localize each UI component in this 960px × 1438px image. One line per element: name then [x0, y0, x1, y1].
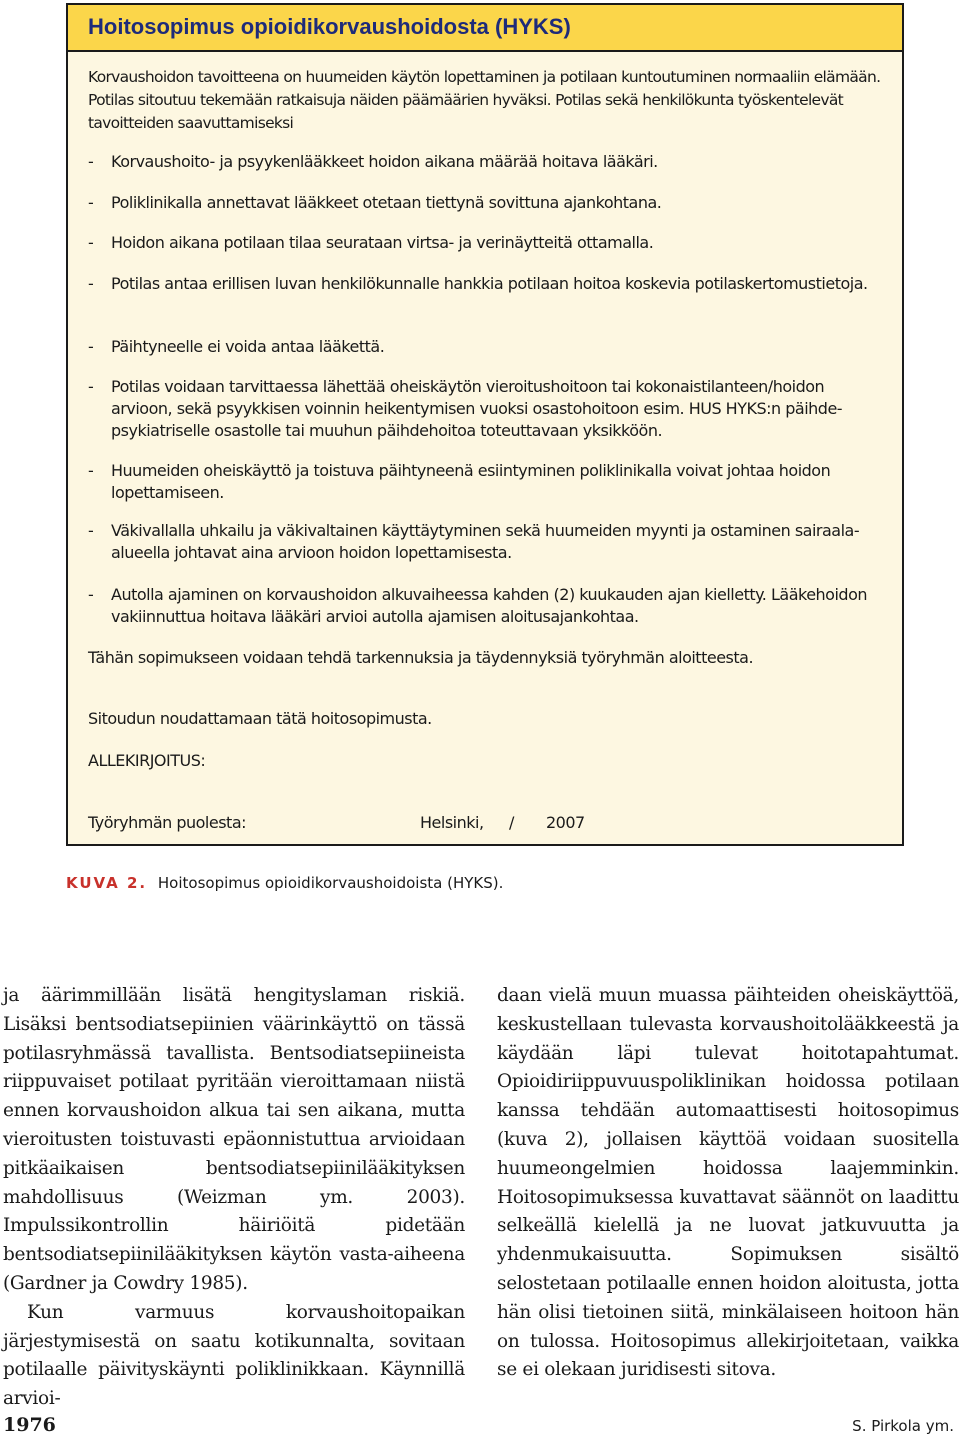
agreement-item-text: Poliklinikalla annettavat lääkkeet otetaan tiettynä sovittuna ajankohtana. [111, 193, 662, 212]
agreement-header [68, 5, 902, 52]
agreement-item [88, 336, 878, 358]
agreement-item [88, 584, 878, 628]
body-column-left [3, 982, 465, 1414]
agreement-item [88, 460, 878, 504]
list-dash: - [88, 521, 94, 540]
signature-label: ALLEKIRJOITUS: [88, 751, 206, 770]
list-dash: - [88, 233, 94, 252]
list-dash: - [88, 193, 94, 212]
agreement-item-text: Huumeiden oheiskäyttö ja toistuva päihtyneenä esiintyminen poliklinikalla voivat johtaa hoidon lopettamiseen. [111, 461, 831, 502]
list-dash: - [88, 461, 94, 480]
list-dash: - [88, 585, 94, 604]
body-paragraph: ja äärimmillään lisätä hengityslaman riskiä. Lisäksi bentsodiatsepiinien väärinkäyttö on tässä potilasryhmässä tavallista. Bentsodiatsepiineista riippuvaiset potilaat pyritään vieroittamaan niistä ennen korvaushoidon alkua tai sen aikana, mutta vieroitusten toistuvasti epäonnistuttua arvioidaan pitkäaikaisen bentsodiatsepiinilääkityksen mahdollisuus (Weizman ym. 2003). Impulssikontrollin häiriöitä pidetään bentsodiatsepiinilääkityksen käytön vasta-aiheena (Gardner ja Cowdry 1985). [3, 985, 465, 1294]
running-author: S. Pirkola ym. [852, 1417, 954, 1435]
agreement-item [88, 151, 878, 173]
commitment-statement: Sitoudun noudattamaan tätä hoitosopimusta. [88, 709, 432, 728]
agreement-item-text: Hoidon aikana potilaan tilaa seurataan virtsa- ja verinäytteitä ottamalla. [111, 233, 654, 252]
workgroup-label: Työryhmän puolesta: [88, 813, 247, 832]
list-dash: - [88, 152, 94, 171]
agreement-item-text: Autolla ajaminen on korvaushoidon alkuvaiheessa kahden (2) kuukauden ajan kielletty. Lääkehoidon vakiinnuttua hoitava lääkäri arvioi autolla ajamisen aloitusajankohtaa. [111, 585, 867, 626]
signing-place: Helsinki, [420, 813, 484, 832]
agreement-item-text: Potilas voidaan tarvittaessa lähettää oheiskäytön vieroitushoitoon tai kokonaistilanteen/hoidon arvioon, sekä psyykkisen voinnin heikentymisen vuoksi osastohoitoon esim. HUS HYKS:n päihde-psykiatriselle osastolle tai muuhun päihdehoitoa toteuttavaan yksikköön. [111, 377, 843, 440]
body-paragraph: Kun varmuus korvaushoitopaikan järjestymisestä on saatu kotikunnalta, sovitaan potilaalle päivityskäynti poliklinikkaan. Käynnillä arvioi- [3, 1301, 465, 1410]
agreement-item-text: Päihtyneelle ei voida antaa lääkettä. [111, 337, 385, 356]
agreement-item-text: Korvaushoito- ja psyykenlääkkeet hoidon aikana määrää hoitava lääkäri. [111, 152, 658, 171]
signing-year: 2007 [546, 813, 585, 832]
list-dash: - [88, 337, 94, 356]
caption-text: Hoitosopimus opioidikorvaushoidoista (HYKS). [157, 874, 504, 892]
agreement-item [88, 192, 878, 214]
agreement-item [88, 376, 878, 442]
page-number: 1976 [3, 1414, 56, 1436]
body-paragraph: daan vielä muun muassa päihteiden oheiskäyttöä, keskustellaan tulevasta korvaushoitolääkkeestä ja käydään läpi tulevat hoitotapahtumat. Opioidiriippuvuuspoliklinikan hoidossa potilaan kanssa tehdään automaattisesti hoitosopimus (kuva 2), jollaisen käyttöä voidaan suositella huumeongelmien hoidossa laajemminkin. Hoitosopimuksessa kuvattavat säännöt on laadittu selkeällä kielellä ja ne luovat jatkuvuutta ja yhdenmukaisuutta. Sopimuksen sisältö selostetaan potilaalle ennen hoidon aloitusta, jotta hän olisi tietoinen siitä, minkälaiseen hoitoon hän on tulossa. Hoitosopimus allekirjoitetaan, vaikka se ei olekaan juridisesti sitova. [497, 985, 959, 1381]
amendment-note: Tähän sopimukseen voidaan tehdä tarkennuksia ja täydennyksiä työryhmän aloitteesta. [88, 648, 754, 667]
caption-label: KUVA 2. [66, 874, 148, 892]
list-dash: - [88, 377, 94, 396]
agreement-item-text: Potilas antaa erillisen luvan henkilökunnalle hankkia potilaan hoitoa koskevia potilaskertomustietoja. [111, 274, 868, 293]
agreement-item [88, 232, 878, 254]
agreement-item-text: Väkivallalla uhkailu ja väkivaltainen käyttäytyminen sekä huumeiden myynti ja ostaminen sairaala-alueella johtavat aina arvioon hoidon lopettamisesta. [111, 521, 860, 562]
agreement-intro: Korvaushoidon tavoitteena on huumeiden käytön lopettaminen ja potilaan kuntoutuminen normaaliin elämään. Potilas sitoutuu tekemään ratkaisuja näiden päämäärien hyväksi. Potilas sekä henkilökunta työskentelevät tavoitteiden saavuttamiseksi [88, 68, 881, 132]
agreement-item [88, 520, 878, 564]
agreement-item [88, 273, 878, 295]
agreement-box [66, 3, 904, 846]
date-separator: / [509, 813, 514, 832]
figure-caption [66, 874, 503, 892]
agreement-title: Hoitosopimus opioidikorvaushoidosta (HYKS) [88, 14, 571, 39]
list-dash: - [88, 274, 94, 293]
body-column-right [497, 982, 959, 1385]
